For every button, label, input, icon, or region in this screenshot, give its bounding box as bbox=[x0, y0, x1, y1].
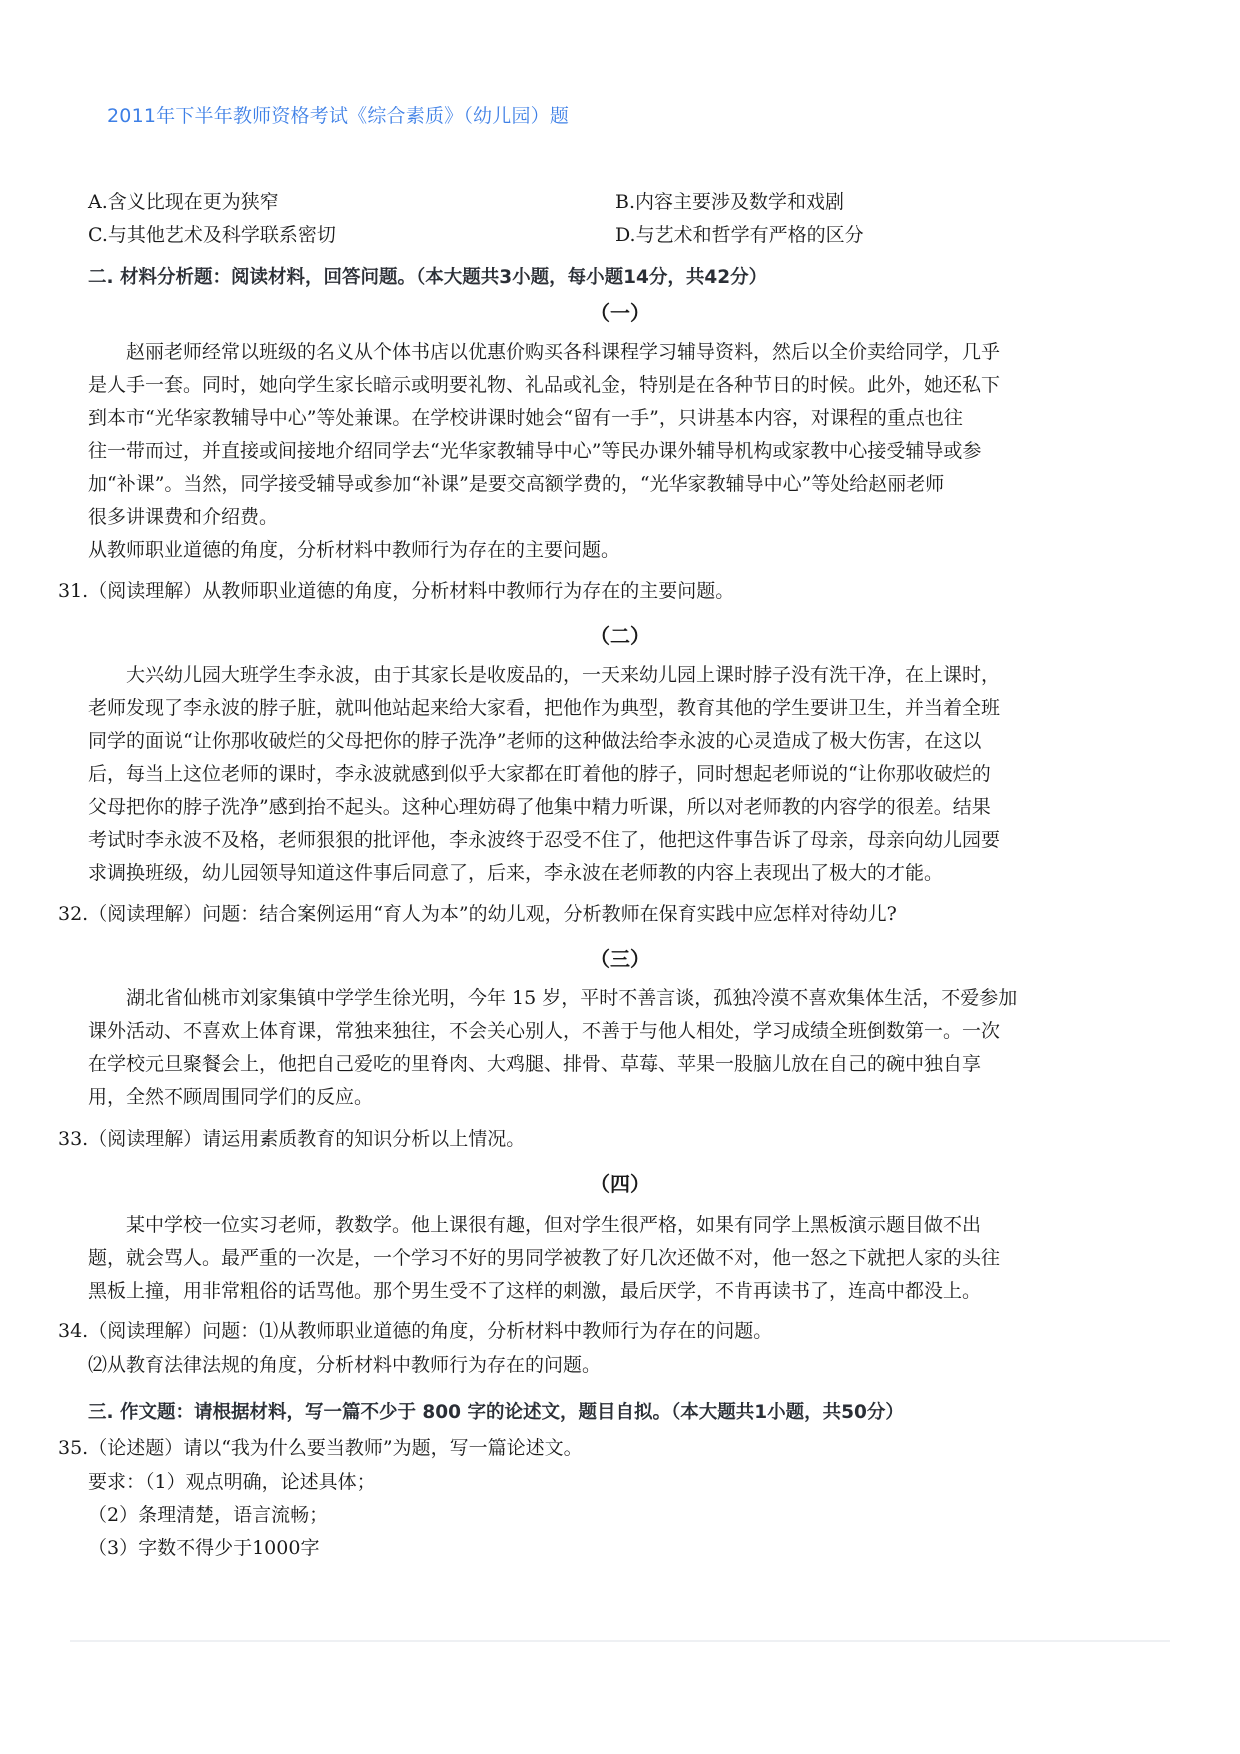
text-line: 很多讲课费和介绍费。 bbox=[88, 506, 279, 528]
text-line: 考试时李永波不及格，老师狠狠的批评他，李永波终于忍受不住了，他把这件事告诉了母亲，母亲向幼儿园要 bbox=[88, 829, 1001, 851]
question-32: 32.（阅读理解）问题：结合案例运用“育人为本”的幼儿观，分析教师在保育实践中应怎样对待幼儿? bbox=[58, 903, 897, 925]
text-line: 从教师职业道德的角度，分析材料中教师行为存在的主要问题。 bbox=[88, 539, 621, 561]
text-line: 父母把你的脖子洗净”感到抬不起头。这种心理妨碍了他集中精力听课，所以对老师教的内容学的很差。结果 bbox=[88, 796, 991, 818]
text-line: 用，全然不顾周围同学们的反应。 bbox=[88, 1086, 374, 1108]
material-4-mark: （四） bbox=[590, 1172, 650, 1196]
document-title: 2011年下半年教师资格考试《综合素质》（幼儿园）题 bbox=[107, 105, 570, 127]
text-line: 往一带而过，并直接或间接地介绍同学去“光华家教辅导中心”等民办课外辅导机构或家教中心接受辅导或参 bbox=[88, 440, 982, 462]
text-line: 题，就会骂人。最严重的一次是，一个学习不好的男同学被教了好几次还做不对，他一怒之下就把人家的头往 bbox=[88, 1247, 1001, 1269]
material-2-mark: （二） bbox=[590, 624, 650, 648]
question-34-sub: ⑵从教育法律法规的角度，分析材料中教师行为存在的问题。 bbox=[88, 1354, 602, 1376]
text-line: 湖北省仙桃市刘家集镇中学学生徐光明，今年 15 岁，平时不善言谈，孤独冷漠不喜欢集体生活，不爱参加 bbox=[126, 987, 1018, 1009]
text-line: 是人手一套。同时，她向学生家长暗示或明要礼物、礼品或礼金，特别是在各种节日的时候。此外，她还私下 bbox=[88, 374, 1001, 396]
text-line: 老师发现了李永波的脖子脏，就叫他站起来给大家看，把他作为典型，教育其他的学生要讲卫生，并当着全班 bbox=[88, 697, 1001, 719]
text-line: 赵丽老师经常以班级的名义从个体书店以优惠价购买各科课程学习辅导资料，然后以全价卖给同学，几乎 bbox=[126, 341, 1001, 363]
option-b: B.内容主要涉及数学和戏剧 bbox=[615, 191, 845, 213]
part3-heading: 三. 作文题：请根据材料，写一篇不少于 800 字的论述文，题目自拟。（本大题共1小题，共50分） bbox=[88, 1402, 904, 1423]
text-line: 求调换班级，幼儿园领导知道这件事后同意了，后来，李永波在老师教的内容上表现出了极大的才能。 bbox=[88, 862, 944, 884]
text-line: 黑板上撞，用非常粗俗的话骂他。那个男生受不了这样的刺激，最后厌学，不肯再读书了，连高中都没上。 bbox=[88, 1280, 982, 1302]
option-a: A.含义比现在更为狭窄 bbox=[88, 191, 279, 213]
option-d: D.与艺术和哲学有严格的区分 bbox=[615, 224, 864, 246]
text-line: 课外活动、不喜欢上体育课，常独来独往，不会关心别人，不善于与他人相处，学习成绩全班倒数第一。一次 bbox=[88, 1020, 1001, 1042]
text-line: 同学的面说“让你那收破烂的父母把你的脖子洗净”老师的这种做法给李永波的心灵造成了极大伤害，在这以 bbox=[88, 730, 982, 752]
text-line: 某中学校一位实习老师，教数学。他上课很有趣，但对学生很严格，如果有同学上黑板演示题目做不出 bbox=[126, 1214, 982, 1236]
text-line: 大兴幼儿园大班学生李永波，由于其家长是收废品的，一天来幼儿园上课时脖子没有洗干净，在上课时， bbox=[126, 664, 1001, 686]
material-2-text bbox=[88, 659, 1138, 890]
material-4-text bbox=[88, 1209, 1138, 1308]
text-line: 后，每当上这位老师的课时，李永波就感到似乎大家都在盯着他的脖子，同时想起老师说的“让你那收破烂的 bbox=[88, 763, 991, 785]
material-1-mark: （一） bbox=[590, 301, 650, 325]
text-line: 在学校元旦聚餐会上，他把自己爱吃的里脊肉、大鸡腿、排骨、草莓、苹果一股脑儿放在自己的碗中独自享 bbox=[88, 1053, 982, 1075]
footer-divider bbox=[70, 1640, 1170, 1642]
option-c: C.与其他艺术及科学联系密切 bbox=[88, 224, 336, 246]
requirement-1: 要求：（1）观点明确，论述具体； bbox=[88, 1471, 376, 1493]
question-31: 31.（阅读理解）从教师职业道德的角度，分析材料中教师行为存在的主要问题。 bbox=[58, 580, 735, 602]
material-3-text bbox=[88, 982, 1138, 1114]
text-line: 加“补课”。当然，同学接受辅导或参加“补课”是要交高额学费的，“光华家教辅导中心”等处给赵丽老师 bbox=[88, 473, 945, 495]
text-line: 到本市“光华家教辅导中心”等处兼课。在学校讲课时她会“留有一手”，只讲基本内容，对课程的重点也往 bbox=[88, 407, 963, 429]
question-34: 34.（阅读理解）问题：⑴从教师职业道德的角度，分析材料中教师行为存在的问题。 bbox=[58, 1320, 773, 1342]
part2-heading: 二. 材料分析题：阅读材料，回答问题。（本大题共3小题，每小题14分，共42分） bbox=[88, 267, 768, 288]
material-3-mark: （三） bbox=[590, 947, 650, 971]
question-35: 35.（论述题）请以“我为什么要当教师”为题，写一篇论述文。 bbox=[58, 1437, 583, 1459]
requirement-2: （2）条理清楚，语言流畅； bbox=[88, 1504, 329, 1526]
material-1-text bbox=[88, 336, 1138, 567]
requirement-3: （3）字数不得少于1000字 bbox=[88, 1537, 320, 1559]
question-33: 33.（阅读理解）请运用素质教育的知识分析以上情况。 bbox=[58, 1128, 526, 1150]
